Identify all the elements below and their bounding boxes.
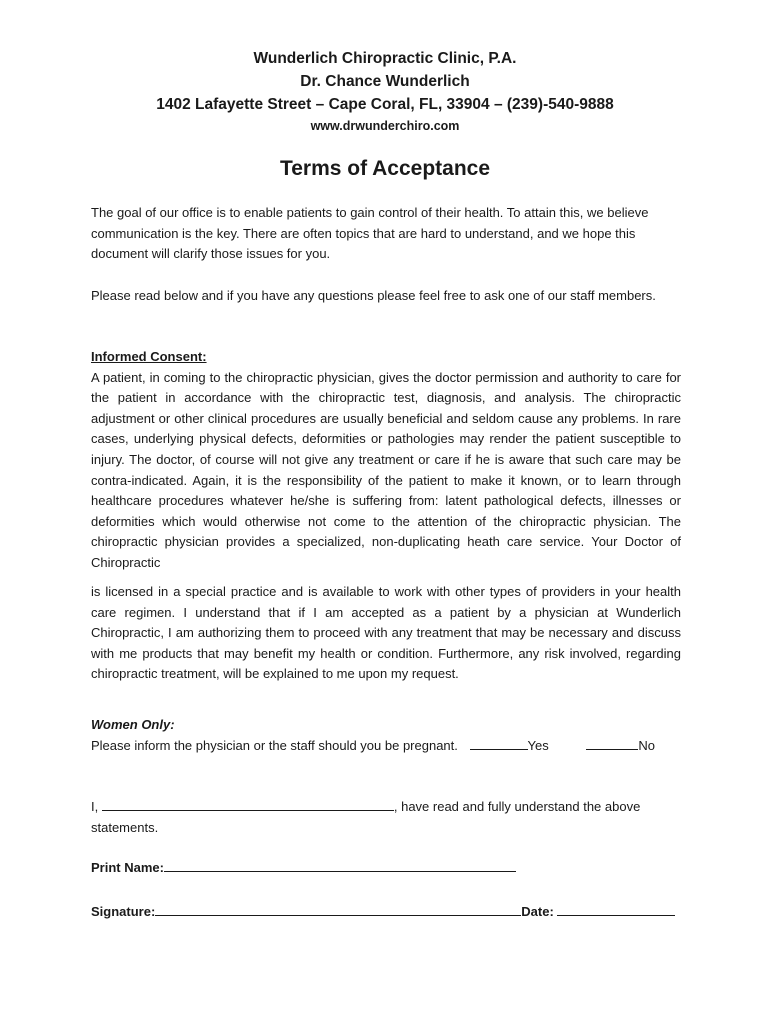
website-link[interactable]: www.drwunderchiro.com: [310, 119, 460, 133]
print-name-field[interactable]: [164, 859, 516, 872]
pregnancy-question: Please inform the physician or the staff should you be pregnant.: [91, 737, 458, 753]
women-only-section: [91, 715, 681, 756]
signature-row: [91, 902, 681, 923]
signature-label: Signature:: [91, 904, 156, 919]
women-only-heading: Women Only:: [91, 717, 175, 732]
no-label: No: [638, 737, 655, 753]
ack-suffix: , have read and fully understand the above: [393, 799, 641, 814]
pregnant-no-blank[interactable]: [586, 737, 638, 750]
informed-consent-body-2: is licensed in a special practice and is available to work with other types of providers in your health care regimen. I understand that if I am accepted as a patient by a physician at Wunderlich Chiropractic, I am authorizing them to proceed with any treatment that may be necessary and discuss with me products that may benefit my health or condition. Furthermore, any risk involved, regarding chiropractic treatment, will be explained to me upon my request.: [91, 584, 681, 682]
patient-name-blank[interactable]: [102, 798, 394, 811]
date-label: Date:: [521, 904, 554, 919]
informed-consent-body-1: A patient, in coming to the chiropractic physician, gives the doctor permission and authority to care for the patient in accordance with the chiropractic test, diagnosis, and analysis. The chiropractic adjustment or other clinical procedures are usually beneficial and seldom cause any problems. In rare cases, underlying physical defects, deformities or pathologies may render the patient susceptible to injury. The doctor, of course will not give any treatment or care if he is aware that such care may be contra-indicated. Again, it is the responsibility of the patient to make it known, or to learn through healthcare procedures whatever he/she is suffering from: latent pathological defects, illnesses or deformities which would otherwise not come to the attention of the chiropractic physician. The chiropractic physician provides a specialized, non-duplicating heath care service. Your Doctor of Chiropractic: [91, 369, 681, 570]
clinic-name: Wunderlich Chiropractic Clinic, P.A.: [253, 50, 517, 67]
print-name-row: [91, 858, 681, 879]
yes-label: Yes: [527, 737, 549, 753]
questions-paragraph: Please read below and if you have any questions please feel free to ask one of our staff members.: [91, 288, 656, 303]
letterhead: [0, 47, 770, 135]
ack-line-2: statements.: [91, 819, 159, 835]
ack-prefix: I,: [91, 799, 99, 814]
signature-field[interactable]: [155, 903, 521, 916]
doctor-name: Dr. Chance Wunderlich: [300, 73, 470, 90]
acknowledgement-section: [91, 797, 681, 838]
document-title: Terms of Acceptance: [279, 157, 491, 180]
clinic-address: 1402 Lafayette Street – Cape Coral, FL, 33904 – (239)-540-9888: [156, 96, 614, 113]
pregnancy-question-row: [91, 736, 681, 757]
informed-consent-heading: Informed Consent:: [91, 349, 207, 364]
informed-consent-section: [91, 347, 681, 574]
pregnant-yes-blank[interactable]: [470, 737, 528, 750]
date-field[interactable]: [557, 903, 675, 916]
print-name-label: Print Name:: [91, 860, 164, 875]
intro-paragraph: The goal of our office is to enable patients to gain control of their health. To attain this, we believe communication is the key. There are often topics that are hard to understand, and we hope this document will clarify those issues for you.: [91, 205, 649, 262]
